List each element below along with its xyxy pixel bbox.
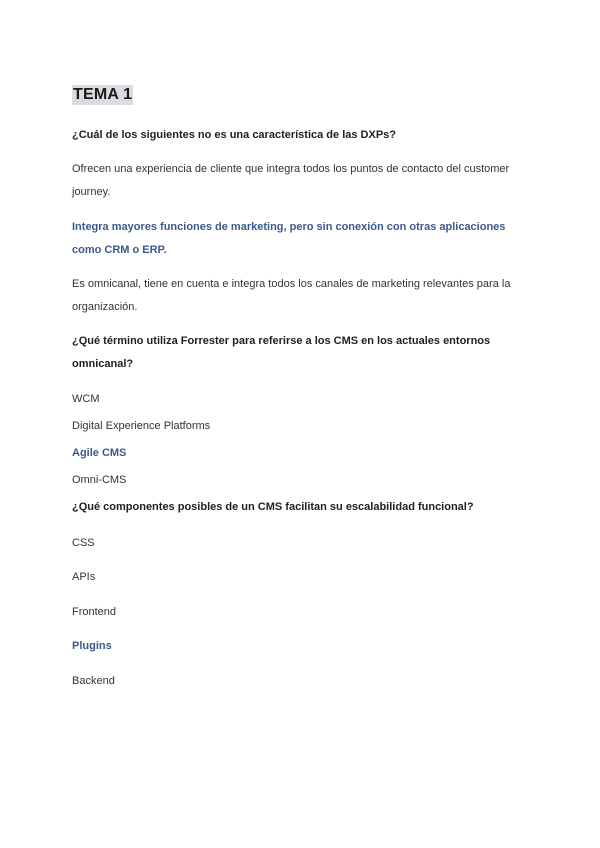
question-1-option-1: Ofrecen una experiencia de cliente que integra todos los puntos de contacto del customer journey. [72,163,510,198]
question-2-option-3-correct: Agile CMS [72,447,127,459]
question-2-option-4: Omni-CMS [72,474,127,486]
question-3-option-2: APIs [72,571,96,583]
question-2-option-1: WCM [72,393,100,405]
question-1: ¿Cuál de los siguientes no es una característica de las DXPs? [72,129,397,141]
question-3-option-5: Backend [72,675,115,687]
question-1-option-3: Es omnicanal, tiene en cuenta e integra todos los canales de marketing relevantes para la organización. [72,278,511,313]
question-3-option-3: Frontend [72,606,117,618]
question-3-option-1: CSS [72,537,95,549]
page-title: TEMA 1 [73,86,133,103]
question-2-option-2: Digital Experience Platforms [72,420,211,432]
question-1-option-2-correct: Integra mayores funciones de marketing, pero sin conexión con otras aplicaciones como CRM o ERP. [72,221,506,256]
question-3-option-4-correct: Plugins [72,640,112,652]
question-2: ¿Qué término utiliza Forrester para referirse a los CMS en los actuales entornos omnicanal? [72,335,491,370]
question-3: ¿Qué componentes posibles de un CMS facilitan su escalabilidad funcional? [72,501,474,513]
